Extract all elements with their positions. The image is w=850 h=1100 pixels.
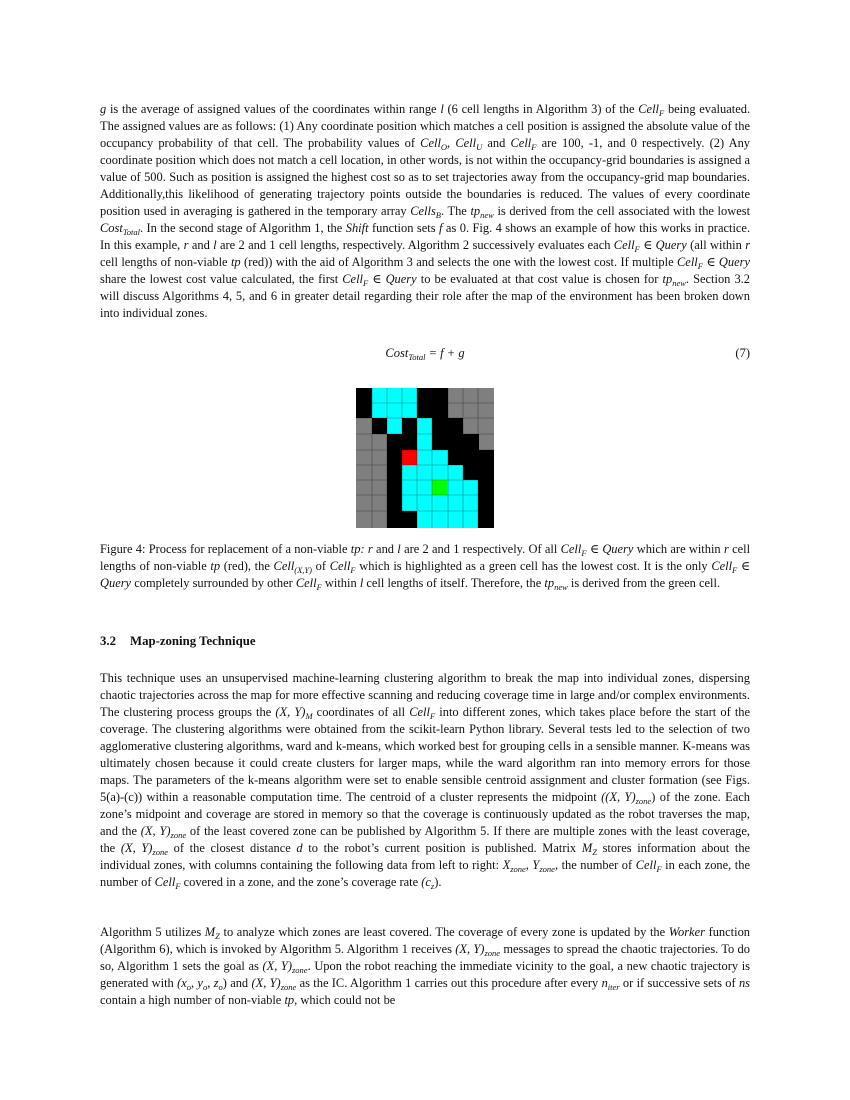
red-cell bbox=[402, 450, 417, 465]
figure-4-caption: Figure 4: Process for replacement of a non-viable tp: r and l are 2 and 1 respectively. Of all Cell$_F$ ∈ Query which are within r cell lengths of non-viable tp (red), the Cell$_{(X,Y)}$ of Cell$_F$ which is highlighted as a green cell has the lowest cost. It is the only Cell$_F$ ∈ Query completely surrounded by other Cell$_F$ within l cell lengths of itself. Therefore, the $tp_{new}$ is derived from the green cell. bbox=[100, 542, 751, 592]
equation-7: Cost$_{Total}$ = f + g (7) bbox=[385, 346, 750, 362]
paragraph-2: This technique uses an unsupervised machine-learning clustering algorithm to break the map into individual zones, dispersing chaotic trajectories across the map for more effective scanning and reducing coverage time in large and/or complex environments. The clustering process groups the (X, $Y)_M$ coordinates of all Cell$_F$ into different zones, which takes place before the start of the coverage. The clustering algorithms were obtained from the scikit-learn Python library. Several tests led to the selection of two agglomerative clustering algorithms, ward and k-means, which worked best for grouping cells in a sensible manner. K-means was ultimately chosen because it could create clusters for larger maps, while the ward algorithm ran into memory errors for those maps. The parameters of the k-means algorithm were set to enable sensible centroid assignment and cluster formation (see Figs. 5(a)-(c)) within a reasonable computation time. The centroid of a cluster represents the midpoint ((X, $Y)_{zone}$) of the zone. Each zone’s midpoint and coverage are stored in memory so that the coverage is continuously updated as the robot traverses the map, and the (X, $Y)_{zone}$ of the least covered zone can be published by Algorithm 5. If there are multiple zones with the least coverage, the (X, $Y)_{zone}$ of the closest distance d to the robot’s current position is published. Matrix $M_Z$ stores information about the individual zones, with columns containing the following data from left to right: $X_{zone}$, $Y_{zone}$, the number of Cell$_F$ in each zone, the number of Cell$_F$ covered in a zone, and the zone’s coverage rate $(c_z)$. bbox=[100, 671, 751, 891]
green-cell bbox=[432, 480, 447, 495]
section-heading: 3.2 Map-zoning Technique bbox=[100, 634, 256, 648]
figure-4-grid bbox=[356, 388, 494, 528]
gray-region-left bbox=[356, 418, 387, 528]
equation-number: (7) bbox=[735, 346, 750, 360]
paragraph-1: g is the average of assigned values of the coordinates within range l (6 cell lengths in Algorithm 3) of the Cell$_F$ being evaluated. The assigned values are as follows: (1) Any coordinate position which matches a cell position is assigned the absolute value of the occupancy probability of that cell. The probability values of Cell$_O$, Cell$_U$ and Cell$_F$ are 100, -1, and 0 respectively. (2) Any coordinate position which does not match a cell location, in other words, is not within the occupancy-grid boundaries is assigned a value of 500. Such as position is assigned the highest cost so as to set trajectories away from the occupancy-grid map boundaries. Additionally,this likelihood of generating trajectory points outside the boundaries is reduced. The values of every coordinate position used in averaging is gathered in the temporary array Cells$_B$. The $tp_{new}$ is derived from the cell associated with the lowest Cost$_{Total}$. In the second stage of Algorithm 1, the Shift function sets f as 0. Fig. 4 shows an example of how this works in practice. In this example, r and l are 2 and 1 cell lengths, respectively. Algorithm 2 successively evaluates each Cell$_F$ ∈ Query (all within r cell lengths of non-viable tp (red)) with the aid of Algorithm 3 and selects the one with the lowest cost. If multiple Cell$_F$ ∈ Query share the lowest cost value calculated, the first Cell$_F$ ∈ Query to be evaluated at that cost value is chosen for $tp_{new}$. Section 3.2 will discuss Algorithms 4, 5, and 6 in greater detail regarding their role after the map of the environment has been broken down into individual zones. bbox=[100, 102, 751, 320]
paragraph-3: Algorithm 5 utilizes $M_Z$ to analyze which zones are least covered. The coverage of every zone is updated by the Worker function (Algorithm 6), which is invoked by Algorithm 5. Algorithm 1 receives (X, $Y)_{zone}$ messages to spread the chaotic trajectories. To do so, Algorithm 1 sets the goal as (X, $Y)_{zone}$. Upon the robot reaching the immediate vicinity to the goal, a new chaotic trajectory is generated with ($x_o$, $y_o$, $z_o$) and (X, $Y)_{zone}$ as the IC. Algorithm 1 carries out this procedure after every $n_{iter}$ or if successive sets of ns contain a high number of non-viable tp, which could not be bbox=[100, 925, 751, 1007]
